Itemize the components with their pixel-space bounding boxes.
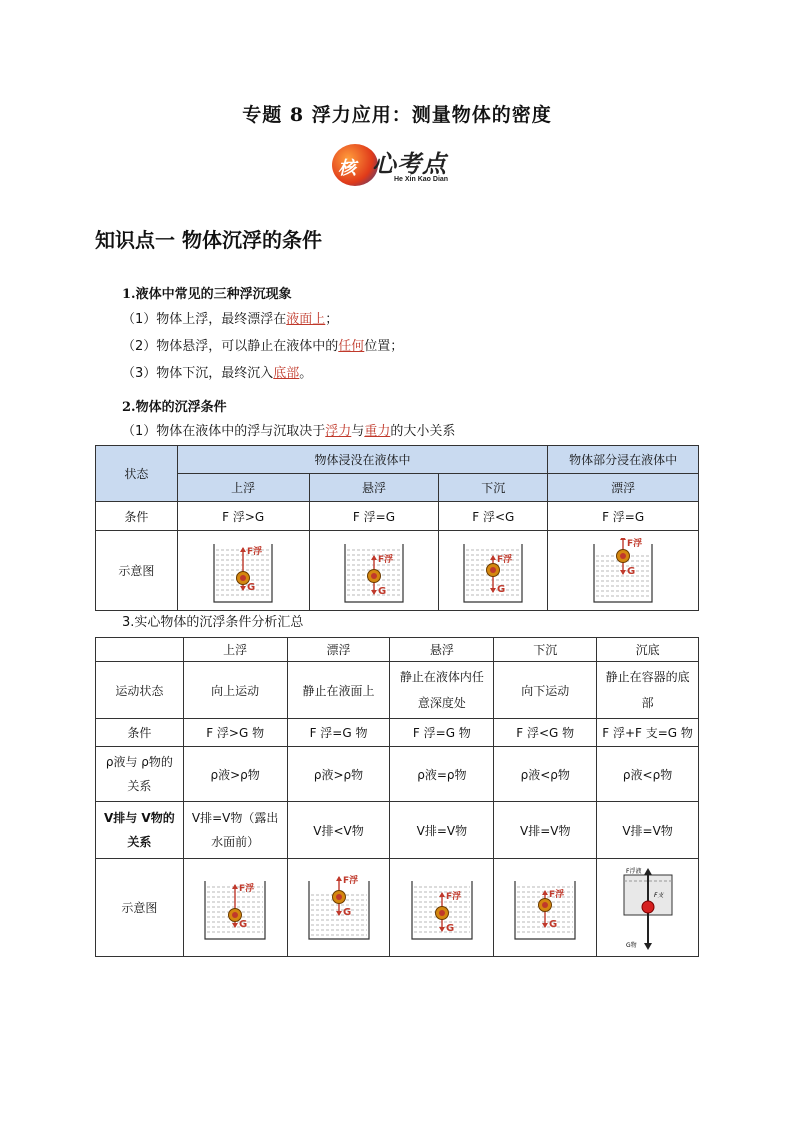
table-cell: F 浮+F 支=G 物 (597, 719, 699, 747)
table-cell: F 浮>G (177, 502, 309, 531)
table-cell: 静止在容器的底部 (597, 662, 699, 719)
table-cell: 静止在液体内任意深度处 (390, 662, 494, 719)
state-header: 状态 (96, 446, 178, 502)
figure-cell (597, 859, 699, 957)
immersed-group-header: 物体浸没在液体中 (177, 446, 547, 474)
table-cell: F 浮=G 物 (287, 719, 390, 747)
row-label: 示意图 (96, 531, 178, 611)
row-label: 条件 (96, 719, 184, 747)
page-title: 专题 8 浮力应用：测量物体的密度 (242, 104, 552, 126)
table-cell: ρ液<ρ物 (597, 747, 699, 802)
s3-heading: 3.实心物体的沉浮条件分析汇总 (122, 615, 304, 630)
svg-text:G: G (247, 581, 256, 593)
section-heading: 知识点一 物体沉浮的条件 (95, 228, 322, 252)
figure-cell (494, 859, 597, 957)
buoyancy-diagram (509, 875, 581, 941)
svg-text:F浮: F浮 (239, 883, 255, 894)
table-cell: F 浮=G 物 (390, 719, 494, 747)
svg-text:F支: F支 (653, 891, 664, 899)
figure-cell (390, 859, 494, 957)
table-cell: V排=V物 (390, 802, 494, 859)
figure-cell (287, 859, 390, 957)
svg-text:F浮: F浮 (497, 554, 513, 565)
s1-line-3: （3）物体下沉，最终沉入底部。 (122, 366, 313, 381)
s1-line-2: （2）物体悬浮，可以静止在液体中的任何位置； (122, 339, 404, 354)
table-cell: 静止在液面上 (287, 662, 390, 719)
svg-text:G物: G物 (625, 941, 637, 949)
row-label: ρ液与 ρ物的关系 (96, 747, 184, 802)
buoyancy-diagram (339, 538, 409, 604)
figure-cell (548, 531, 699, 611)
svg-text:G: G (497, 583, 506, 595)
sink-bottom-diagram (618, 865, 678, 951)
svg-text:G: G (445, 922, 455, 934)
partial-group-header: 物体部分浸在液体中 (548, 446, 699, 474)
s1-line-1: （1）物体上浮，最终漂浮在液面上； (122, 312, 339, 327)
row-label: 示意图 (96, 859, 184, 957)
table-cell: V排=V物 (494, 802, 597, 859)
corner-cell (96, 638, 184, 662)
logo-text: 心考点 (372, 149, 447, 178)
col-header: 悬浮 (390, 638, 494, 662)
svg-text:F浮: F浮 (247, 546, 263, 557)
svg-text:F浮: F浮 (377, 554, 394, 565)
table-cell: 向上运动 (183, 662, 287, 719)
svg-text:F浮: F浮 (445, 891, 462, 902)
col-header: 漂浮 (548, 474, 699, 502)
conditions-table (95, 445, 699, 611)
table-cell: F 浮=G (548, 502, 699, 531)
col-header: 上浮 (177, 474, 309, 502)
col-header: 漂浮 (287, 638, 390, 662)
logo-subtext: He Xin Kao Dian (394, 176, 449, 183)
s2-heading: 2.物体的沉浮条件 (122, 400, 227, 415)
s1-heading: 1.液体中常见的三种浮沉现象 (122, 287, 292, 302)
table-cell: ρ液>ρ物 (287, 747, 390, 802)
figure-cell (439, 531, 548, 611)
table-cell: F 浮=G (309, 502, 439, 531)
table-cell: F 浮<G (439, 502, 548, 531)
table-cell: ρ液<ρ物 (494, 747, 597, 802)
table-cell: V排=V物（露出水面前） (183, 802, 287, 859)
buoyancy-diagram (303, 875, 375, 941)
col-header: 沉底 (597, 638, 699, 662)
svg-text:G: G (549, 918, 558, 930)
svg-text:G: G (627, 565, 636, 577)
svg-text:G: G (377, 585, 387, 597)
buoyancy-diagram (458, 538, 528, 604)
row-label: 运动状态 (96, 662, 184, 719)
col-header: 下沉 (494, 638, 597, 662)
buoyancy-diagram (199, 875, 271, 941)
svg-text:F浮液: F浮液 (625, 867, 642, 875)
svg-text:F浮: F浮 (627, 538, 643, 549)
logo (332, 142, 456, 192)
summary-table (95, 637, 699, 957)
table-cell: V排=V物 (597, 802, 699, 859)
logo-badge: 核 (332, 144, 378, 186)
table-cell: V排<V物 (287, 802, 390, 859)
row-label: V排与 V物的关系 (96, 802, 184, 859)
table-cell: ρ液>ρ物 (183, 747, 287, 802)
col-header: 上浮 (183, 638, 287, 662)
table-cell: ρ液=ρ物 (390, 747, 494, 802)
row-label: 条件 (96, 502, 178, 531)
table-cell: 向下运动 (494, 662, 597, 719)
col-header: 悬浮 (309, 474, 439, 502)
svg-text:G: G (342, 906, 351, 918)
figure-cell (183, 859, 287, 957)
col-header: 下沉 (439, 474, 548, 502)
svg-text:G: G (239, 918, 248, 930)
figure-cell (309, 531, 439, 611)
table-cell: F 浮<G 物 (494, 719, 597, 747)
s2-line-1: （1）物体在液体中的浮与沉取决于浮力与重力的大小关系 (122, 424, 456, 439)
figure-cell (177, 531, 309, 611)
buoyancy-diagram (406, 875, 478, 941)
table-cell: F 浮>G 物 (183, 719, 287, 747)
svg-text:F浮: F浮 (549, 889, 565, 900)
buoyancy-diagram (208, 538, 278, 604)
buoyancy-diagram (588, 538, 658, 604)
svg-text:F浮: F浮 (342, 875, 358, 886)
